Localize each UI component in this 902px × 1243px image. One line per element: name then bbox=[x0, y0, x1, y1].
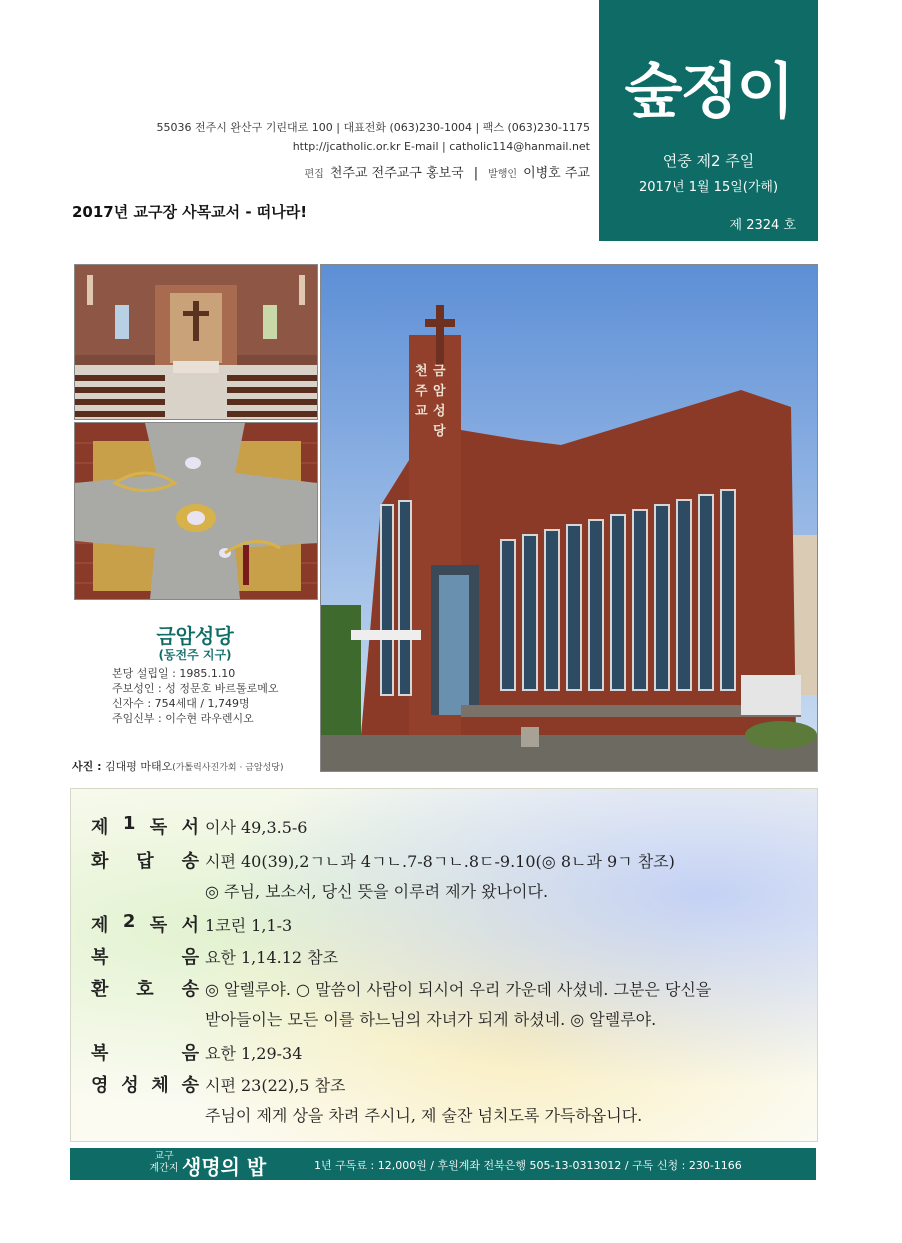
liturgical-sunday: 연중 제2 주일 bbox=[662, 152, 755, 170]
reading-gospel-ref: 요한 1,14.12 참조 bbox=[205, 948, 339, 967]
reading-first: 이사 49,3.5-6 bbox=[205, 818, 308, 837]
footer-magazine-name: 생명의 밥 bbox=[182, 1155, 267, 1179]
reading-label-psalm: 화 답 송 bbox=[91, 851, 199, 872]
reading-label-second: 제 2 독 서 bbox=[91, 911, 199, 936]
publisher-name: 이병호 주교 bbox=[523, 166, 590, 181]
editor-name: 천주교 전주교구 홍보국 bbox=[329, 166, 464, 181]
svg-text:암: 암 bbox=[433, 384, 446, 399]
church-facts bbox=[112, 666, 278, 726]
tabernacle-photo bbox=[74, 422, 318, 600]
address-line: 55036 전주시 완산구 기린대로 100 | 대표전화 (063)230-1004 | 팩스 (063)230-1175 bbox=[156, 121, 590, 134]
footer-bar bbox=[70, 1148, 816, 1180]
headline: 2017년 교구장 사목교서 - 떠나라! bbox=[72, 203, 308, 221]
reading-alleluia: ◎ 알렐루야. ○ 말씀이 사람이 되시어 우리 가운데 사셨네. 그분은 당신을 bbox=[205, 980, 712, 999]
credit-detail: (가톨릭사진가회 · 금암성당) bbox=[172, 763, 284, 773]
editor-label: 편집 bbox=[304, 169, 324, 180]
reading-communion: 시편 23(22),5 참조 bbox=[205, 1076, 346, 1095]
church-interior-photo bbox=[74, 264, 318, 420]
credit-label: 사진 : bbox=[72, 760, 102, 773]
reading-psalm-response: ◎ 주님, 보소서, 당신 뜻을 이루려 제가 왔나이다. bbox=[205, 882, 549, 901]
church-district: (동전주 지구) bbox=[158, 648, 232, 662]
footer-sub: 교구 계간지 bbox=[149, 1151, 179, 1174]
publisher-label: 발행인 bbox=[488, 169, 518, 180]
credit-name: 김대평 마태오 bbox=[104, 760, 173, 773]
masthead bbox=[599, 0, 818, 241]
fact-patron: 주보성인 : 성 정문호 바르톨로메오 bbox=[112, 682, 279, 695]
reading-alleluia-cont: 받아들이는 모든 이를 하느님의 자녀가 되게 하셨네. ◎ 알렐루야. bbox=[205, 1010, 657, 1029]
svg-text:당: 당 bbox=[433, 424, 446, 439]
svg-text:성: 성 bbox=[433, 404, 446, 419]
reading-second: 1코린 1,1-3 bbox=[205, 916, 293, 935]
church-name: 금암성당 bbox=[156, 624, 234, 648]
issue-number: 제 2324 호 bbox=[729, 218, 796, 233]
reading-label-first: 제 1 독 서 bbox=[91, 813, 199, 838]
svg-text:금: 금 bbox=[433, 364, 446, 379]
issue-date: 2017년 1월 15일(가해) bbox=[638, 180, 779, 195]
fact-members: 신자수 : 754세대 / 1,749명 bbox=[112, 697, 250, 710]
footer-info: 1년 구독료 : 12,000원 / 후원계좌 전북은행 505-13-0313012 / 구독 신청 : 230-1166 bbox=[314, 1159, 742, 1172]
reading-label-gospel: 복 음 bbox=[91, 1043, 199, 1064]
fact-founded: 본당 설립일 : 1985.1.10 bbox=[112, 667, 236, 680]
reading-label-communion: 영 성 체 송 bbox=[91, 1075, 199, 1096]
svg-text:주: 주 bbox=[415, 384, 428, 399]
svg-text:천: 천 bbox=[415, 364, 428, 379]
svg-text:교: 교 bbox=[415, 404, 428, 419]
church-exterior-photo bbox=[320, 264, 818, 772]
reading-label-gospel-acclamation-ref: 복 음 bbox=[91, 947, 199, 968]
reading-gospel: 요한 1,29-34 bbox=[205, 1044, 303, 1063]
newsletter-title: 숲정이 bbox=[624, 57, 793, 127]
web-contact-line: http://jcatholic.or.kr E-mail | catholic114@hanmail.net bbox=[292, 140, 590, 153]
reading-psalm: 시편 40(39),2ㄱㄴ과 4ㄱㄴ.7-8ㄱㄴ.8ㄷ-9.10(◎ 8ㄴ과 9ㄱ 참조) bbox=[205, 852, 675, 871]
editor-line: 편집 천주교 전주교구 홍보국 | 발행인 이병호 주교 bbox=[304, 166, 590, 181]
reading-communion-text: 주님이 제게 상을 차려 주시니, 제 술잔 넘치도록 가득하옵니다. bbox=[205, 1106, 643, 1125]
readings-box bbox=[70, 788, 818, 1142]
fact-pastor: 주임신부 : 이수현 라우렌시오 bbox=[112, 712, 254, 725]
reading-label-alleluia: 환 호 송 bbox=[91, 979, 199, 1000]
photo-credit bbox=[72, 758, 284, 774]
